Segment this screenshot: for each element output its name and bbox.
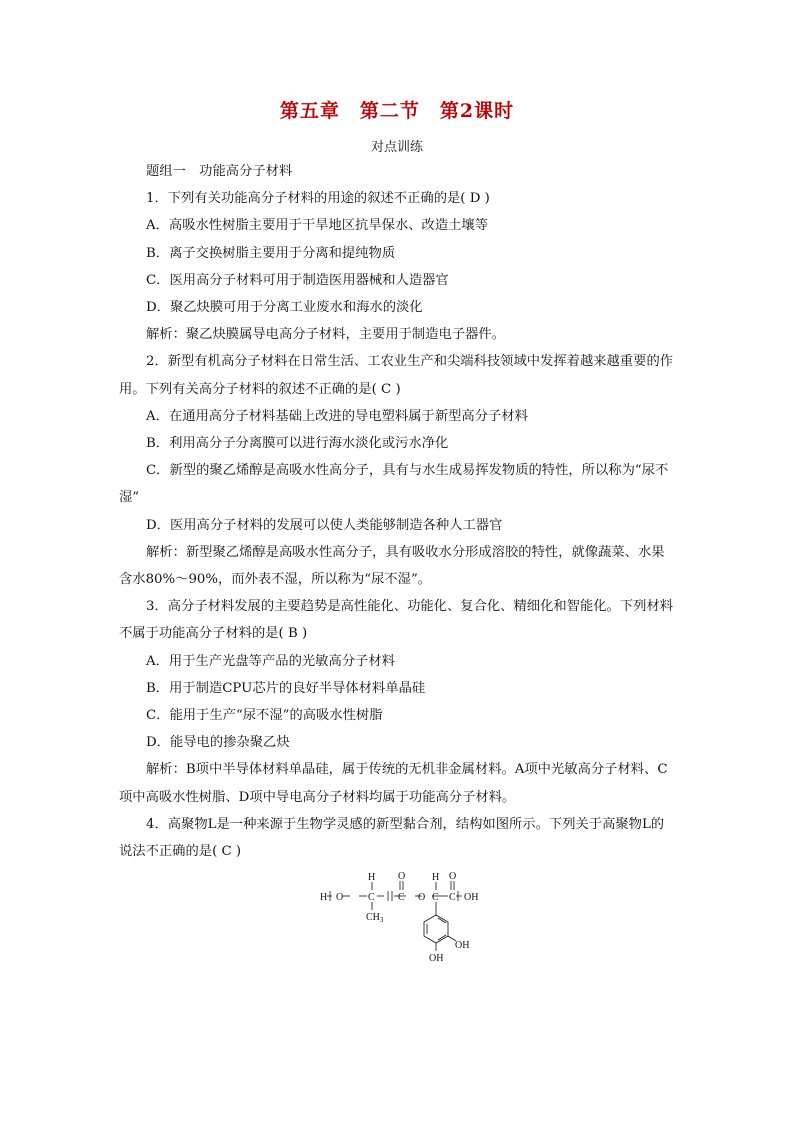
atom-h-top2: H bbox=[432, 872, 440, 883]
question-2-stem: 2．新型有机高分子材料在日常生活、工农业生产和尖端科技领域中发挥着越来越重要的作用。下列有关高分子材料的叙述不正确的是( C ) bbox=[119, 354, 674, 397]
ch3-subscript: 3 bbox=[379, 916, 384, 924]
question-1-option-c: C．医用高分子材料可用于制造医用器械和人造器官 bbox=[146, 272, 449, 288]
page-subtitle: 对点训练 bbox=[370, 140, 423, 155]
question-3-option-b: B．用于制造CPU芯片的良好半导体材料单晶硅 bbox=[146, 680, 426, 696]
group-heading: 题组一 功能高分子材料 bbox=[146, 164, 293, 179]
question-4-stem: 4．高聚物L是一种来源于生物学灵感的新型黏合剂，结构如图所示。下列关于高聚物L的说法不正确的是( C ) bbox=[119, 816, 665, 860]
atom-o1: O bbox=[336, 892, 344, 903]
group-oh-ring1: OH bbox=[455, 940, 470, 951]
question-2-option-a: A．在通用高分子材料基础上改进的导电塑料属于新型高分子材料 bbox=[146, 408, 528, 424]
question-1-option-a: A．高吸水性树脂主要用于干旱地区抗旱保水、改造土壤等 bbox=[146, 218, 489, 234]
atom-o2: O bbox=[418, 892, 426, 903]
question-1-analysis: 解析：聚乙炔膜属导电高分子材料，主要用于制造电子器件。 bbox=[146, 327, 506, 343]
question-1-option-b: B．离子交换树脂主要用于分离和提纯物质 bbox=[146, 245, 396, 261]
atom-h-end: H bbox=[320, 892, 328, 903]
atom-o-top2: O bbox=[449, 871, 457, 882]
question-3-stem: 3．高分子材料发展的主要趋势是高性能化、功能化、复合化、精细化和智能化。下列材料不属于功能高分子材料的是( B ) bbox=[119, 599, 674, 642]
question-1-option-d: D．聚乙炔膜可用于分离工业废水和海水的淡化 bbox=[146, 300, 423, 316]
question-2-option-d: D．医用高分子材料的发展可以使人类能够制造各种人工器官 bbox=[146, 517, 503, 533]
question-2-analysis: 解析：新型聚乙烯醇是高吸水性高分子，具有吸收水分形成溶胶的特性，就像蔬菜、水果含水80%～90%，而外表不湿，所以称为“尿不湿”。 bbox=[119, 544, 665, 588]
atom-c3: C bbox=[432, 892, 439, 903]
page-title: 第五章 第二节 第2课时 bbox=[279, 100, 515, 122]
atom-c4: C bbox=[449, 892, 456, 903]
question-3-option-c: C．能用于生产“尿不湿”的高吸水性树脂 bbox=[146, 708, 383, 724]
question-content bbox=[119, 158, 677, 865]
question-3-option-d: D．能导电的掺杂聚乙炔 bbox=[146, 735, 290, 751]
group-ch3 bbox=[366, 912, 384, 924]
group-oh-ring2: OH bbox=[429, 953, 444, 964]
question-3-option-a: A．用于生产光盘等产品的光敏高分子材料 bbox=[146, 653, 395, 669]
atom-h-top1: H bbox=[368, 872, 376, 883]
group-oh-end: OH bbox=[464, 892, 479, 903]
polymer-structure-diagram bbox=[318, 868, 498, 968]
question-2-option-b: B．利用高分子分离膜可以进行海水淡化或污水净化 bbox=[146, 436, 449, 452]
atom-o-top1: O bbox=[398, 871, 406, 882]
question-2-option-c: C．新型的聚乙烯醇是高吸水性高分子，具有与水生成易挥发物质的特性，所以称为“尿不湿” bbox=[119, 463, 669, 506]
question-3-analysis: 解析：B项中半导体材料单晶硅，属于传统的无机非金属材料。A项中光敏高分子材料、C项中高吸水性树脂、D项中导电高分子材料均属于功能高分子材料。 bbox=[119, 762, 668, 805]
atom-c2: C bbox=[398, 892, 405, 903]
question-1-stem: 1．下列有关功能高分子材料的用途的叙述不正确的是( D ) bbox=[146, 191, 490, 207]
atom-c1: C bbox=[368, 892, 375, 903]
ch3-main: CH bbox=[366, 912, 380, 923]
